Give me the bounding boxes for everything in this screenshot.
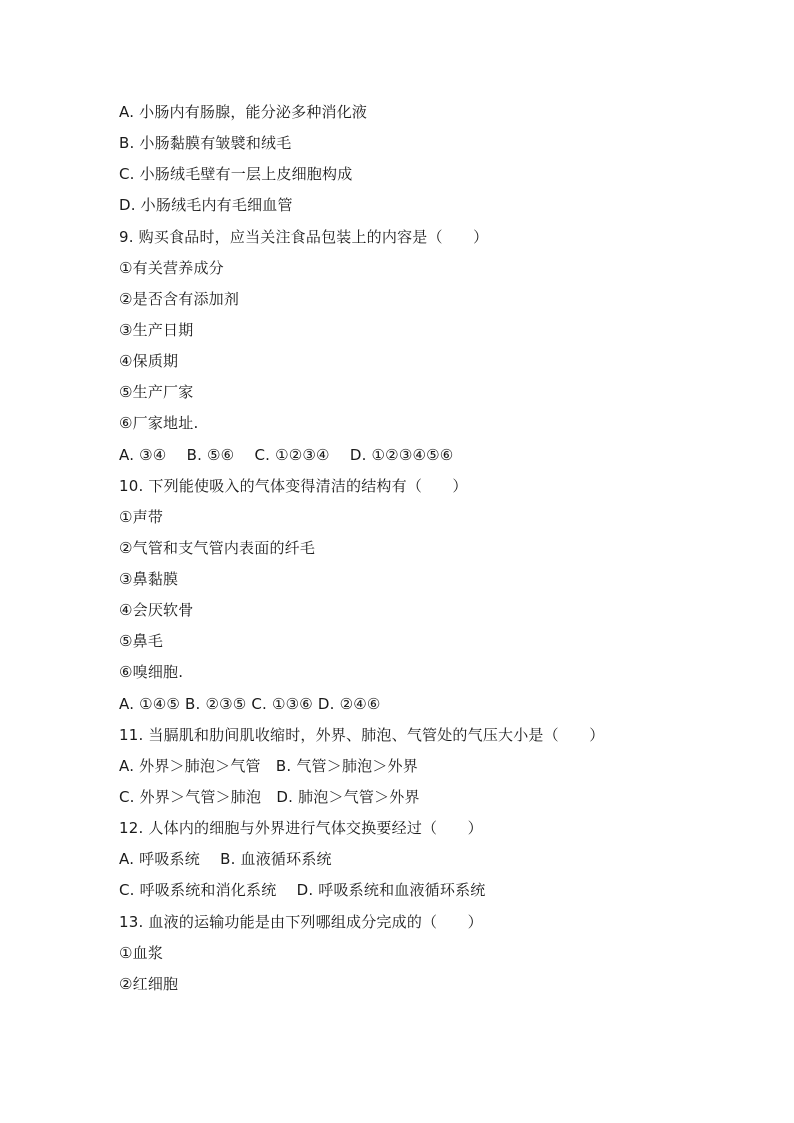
q9-stem: 9. 购买食品时，应当关注食品包装上的内容是（ ） [119, 228, 489, 246]
q10-item-2: ②气管和支气管内表面的纤毛 [119, 539, 316, 557]
q9-item-1: ①有关营养成分 [119, 259, 224, 277]
q12-stem: 12. 人体内的细胞与外界进行气体交换要经过（ ） [119, 819, 483, 837]
q8-option-d: D. 小肠绒毛内有毛细血管 [119, 196, 293, 214]
q13-item-2: ②红细胞 [119, 975, 179, 993]
q12-options-cd: C. 呼吸系统和消化系统 D. 呼吸系统和血液循环系统 [119, 881, 486, 899]
q9-options: A. ③④ B. ⑤⑥ C. ①②③④ D. ①②③④⑤⑥ [119, 446, 454, 464]
q8-option-a: A. 小肠内有肠腺，能分泌多种消化液 [119, 103, 368, 121]
q13-item-1: ①血浆 [119, 944, 164, 962]
q9-item-4: ④保质期 [119, 352, 179, 370]
q8-option-b: B. 小肠黏膜有皱襞和绒毛 [119, 134, 292, 152]
q11-options-cd: C. 外界＞气管＞肺泡 D. 肺泡＞气管＞外界 [119, 788, 420, 806]
q10-stem: 10. 下列能使吸入的气体变得清洁的结构有（ ） [119, 477, 468, 495]
q12-options-ab: A. 呼吸系统 B. 血液循环系统 [119, 850, 332, 868]
q10-options: A. ①④⑤ B. ②③⑤ C. ①③⑥ D. ②④⑥ [119, 695, 381, 713]
q8-option-c: C. 小肠绒毛壁有一层上皮细胞构成 [119, 165, 353, 183]
q10-item-5: ⑤鼻毛 [119, 632, 164, 650]
q13-stem: 13. 血液的运输功能是由下列哪组成分完成的（ ） [119, 913, 483, 931]
q9-item-5: ⑤生产厂家 [119, 383, 194, 401]
q11-options-ab: A. 外界＞肺泡＞气管 B. 气管＞肺泡＞外界 [119, 757, 418, 775]
q10-item-1: ①声带 [119, 508, 164, 526]
q9-item-6: ⑥厂家地址. [119, 414, 199, 432]
q10-item-6: ⑥嗅细胞. [119, 663, 184, 681]
q11-stem: 11. 当膈肌和肋间肌收缩时，外界、肺泡、气管处的气压大小是（ ） [119, 726, 605, 744]
q10-item-3: ③鼻黏膜 [119, 570, 179, 588]
q10-item-4: ④会厌软骨 [119, 601, 194, 619]
q9-item-2: ②是否含有添加剂 [119, 290, 240, 308]
q9-item-3: ③生产日期 [119, 321, 194, 339]
